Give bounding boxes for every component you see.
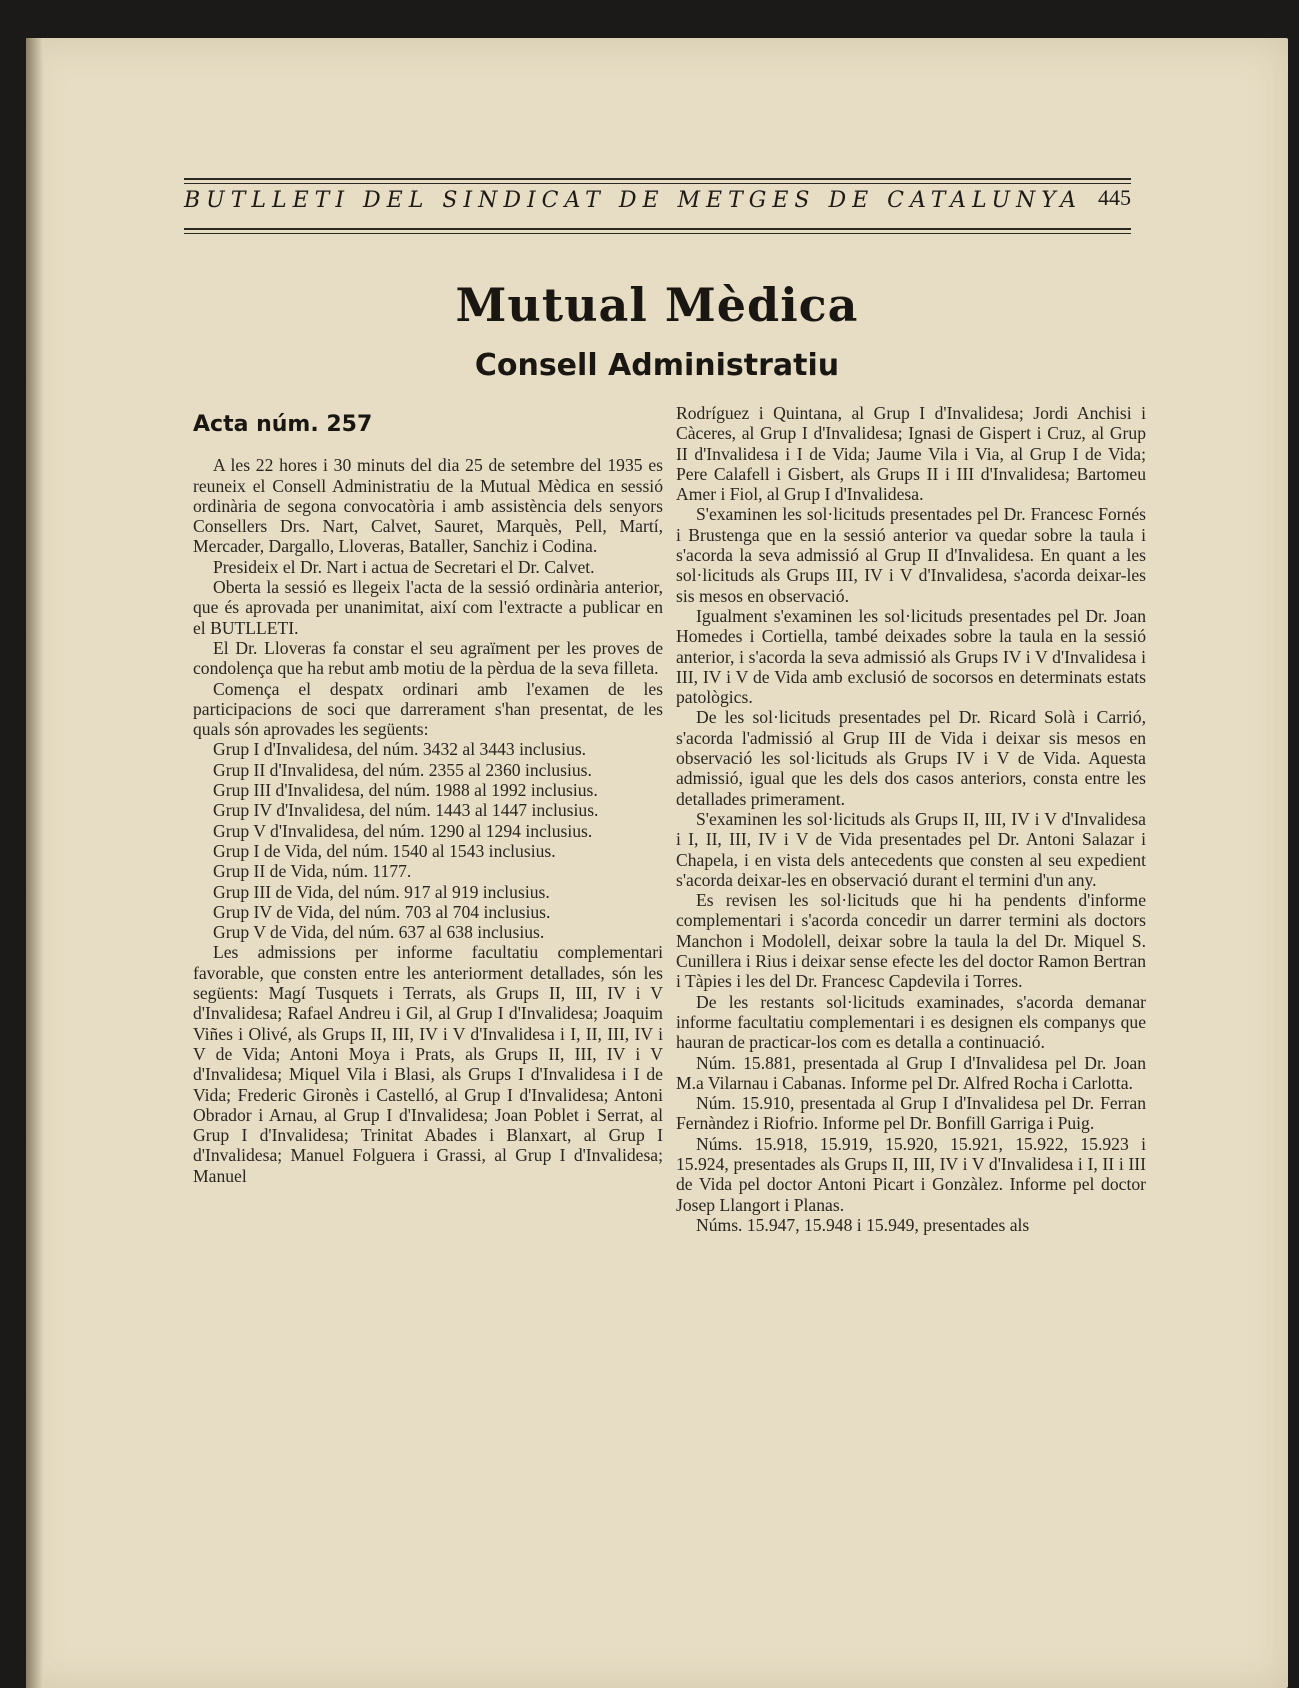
paragraph: Les admissions per informe facultatiu complementari favorable, que consten entre les anteriorment detallades, són les següents: Magí Tusquets i Terrats, als Grups II, III, IV i V d'Invalidesa; Rafael Andreu i Gil, al Grup I d'Invalidesa; Joaquim Viñes i Olivé, als Grups II, III, IV i V d'Invalidesa i I, II, III, IV i V de Vida; Antoni Moya i Prats, als Grups II, III, IV i V d'Invalidesa; Miquel Vila i Blasi, als Grups I d'Invalidesa i I de Vida; Frederic Gironès i Castelló, al Grup I d'Invalidesa; Antoni Obrador i Arnau, al Grup I d'Invalidesa; Joan Poblet i Serrat, al Grup I d'Invalidesa; Trinitat Abades i Blanxart, al Grup I d'Invalidesa; Manuel Folguera i Grassi, al Grup I d'Invalidesa; Manuel bbox=[193, 942, 663, 1186]
left-column bbox=[193, 403, 663, 1186]
paragraph: A les 22 hores i 30 minuts del dia 25 de setembre del 1935 es reuneix el Consell Administratiu de la Mutual Mèdica en sessió ordinària de segona convocatòria i amb assistència dels senyors Consellers Drs. Nart, Calvet, Sauret, Marquès, Pell, Martí, Mercader, Dargallo, Lloveras, Bataller, Sanchiz i Codina. bbox=[193, 455, 663, 557]
paragraph: Oberta la sessió es llegeix l'acta de la sessió ordinària anterior, que és aprovada per unanimitat, així com l'extracte a publicar en el BUTLLETI. bbox=[193, 577, 663, 638]
page-sheet bbox=[26, 38, 1288, 1688]
header-rule bbox=[184, 183, 1131, 184]
paragraph: Núms. 15.918, 15.919, 15.920, 15.921, 15.922, 15.923 i 15.924, presentades als Grups II, III, IV i V d'Invalidesa i I, II i III de Vida pel doctor Antoni Picart i Gonzàlez. Informe pel doctor Josep Llangort i Planas. bbox=[676, 1133, 1146, 1215]
paragraph: El Dr. Lloveras fa constar el seu agraïment per les proves de condolença que ha rebut amb motiu de la pèrdua de la seva filleta. bbox=[193, 637, 663, 679]
article-subtitle: Consell Administratiu bbox=[474, 348, 840, 383]
group-entry: Grup III de Vida, del núm. 917 al 919 inclusius. bbox=[213, 881, 550, 902]
paragraph: De les restants sol·licituds examinades, s'acorda demanar informe facultatiu complementari i es designen els companys que hauran de practicar-los com es detalla a continuació. bbox=[676, 991, 1146, 1053]
group-entry: Grup IV de Vida, del núm. 703 al 704 inclusius. bbox=[213, 901, 551, 922]
group-entry: Grup V d'Invalidesa, del núm. 1290 al 1294 inclusius. bbox=[213, 820, 593, 841]
paragraph: S'examinen les sol·licituds als Grups II, III, IV i V d'Invalidesa i I, II, III, IV i V de Vida presentades pel Dr. Antoni Salazar i Chapela, i en vista dels antecedents que consten al seu expedient s'acorda deixar-les en observació durant el termini d'un any. bbox=[676, 808, 1146, 890]
paragraph: Comença el despatx ordinari amb l'examen de les participacions de soci que darrerament s'han presentat, de les quals són aprovades les següents: bbox=[193, 678, 663, 740]
paragraph: Núm. 15.881, presentada al Grup I d'Invalidesa pel Dr. Joan M.a Vilarnau i Cabanas. Informe pel Dr. Alfred Rocha i Carlotta. bbox=[676, 1052, 1146, 1093]
group-entry: Grup I d'Invalidesa, del núm. 3432 al 3443 inclusius. bbox=[213, 739, 587, 760]
paragraph: S'examinen les sol·licituds presentades pel Dr. Francesc Fornés i Brustenga que en la sessió anterior va quedar sobre la taula i s'acorda la seva admissió al Grup II d'Invalidesa. En quant a les sol·licituds als Grups III, IV i V d'Invalidesa, s'acorda deixar-les sis mesos en observació. bbox=[676, 504, 1146, 606]
running-header bbox=[156, 143, 1131, 213]
header-rule bbox=[184, 228, 1131, 230]
page-number: 445 bbox=[1098, 185, 1131, 210]
paragraph: Presideix el Dr. Nart i actua de Secretari el Dr. Calvet. bbox=[213, 556, 595, 577]
paragraph: Núm. 15.910, presentada al Grup I d'Invalidesa pel Dr. Ferran Fernàndez i Riofrio. Informe pel Dr. Bonfill Garriga i Puig. bbox=[676, 1093, 1146, 1134]
section-heading: Acta núm. 257 bbox=[193, 412, 373, 437]
group-entry: Grup I de Vida, del núm. 1540 al 1543 inclusius. bbox=[213, 840, 556, 861]
paragraph: Es revisen les sol·licituds que hi ha pendents d'informe complementari i s'acorda concedir un darrer termini als doctors Manchon i Modolell, deixar sobre la taula la del Dr. Miquel S. Cunillera i Rius i deixar sense efecte les del doctor Ramon Bertran i Tàpies i les del Dr. Francesc Capdevila i Torres. bbox=[676, 890, 1146, 992]
group-entry: Grup III d'Invalidesa, del núm. 1988 al 1992 inclusius. bbox=[213, 780, 598, 801]
group-entry: Grup V de Vida, del núm. 637 al 638 inclusius. bbox=[213, 922, 545, 943]
group-entry: Grup II d'Invalidesa, del núm. 2355 al 2360 inclusius. bbox=[213, 759, 592, 780]
running-title: BUTLLETI DEL SINDICAT DE METGES DE CATALUNYA bbox=[184, 188, 1082, 213]
header-rule bbox=[184, 178, 1131, 180]
paragraph: Rodríguez i Quintana, al Grup I d'Invalidesa; Jordi Anchisi i Càceres, al Grup I d'Invalidesa; Ignasi de Gispert i Cruz, al Grup II d'Invalidesa i I de Vida; Jaume Vila i Via, al Grup I de Vida; Pere Calafell i Gisbert, als Grups II i III d'Invalidesa; Bartomeu Amer i Fiol, al Grup I d'Invalidesa. bbox=[676, 403, 1146, 505]
group-entry: Grup II de Vida, núm. 1177. bbox=[213, 861, 412, 882]
group-entry: Grup IV d'Invalidesa, del núm. 1443 al 1447 inclusius. bbox=[213, 800, 599, 821]
paragraph: De les sol·licituds presentades pel Dr. Ricard Solà i Carrió, s'acorda l'admissió al Grup III de Vida i deixar sis mesos en observació les sol·licituds als Grups IV i V de Vida. Aquesta admissió, igual que les dels dos casos anteriors, consta entre les detallades primerament. bbox=[676, 707, 1146, 809]
header-rule bbox=[184, 233, 1131, 234]
paragraph: Núms. 15.947, 15.948 i 15.949, presentades als bbox=[696, 1214, 1030, 1235]
right-column bbox=[676, 403, 1146, 1235]
paragraph: Igualment s'examinen les sol·licituds presentades pel Dr. Joan Homedes i Cortiella, també deixades sobre la taula en la sessió anterior, i s'acorda la seva admissió als Grups IV i V d'Invalidesa i III, IV i V de Vida amb exclusió de socorsos en determinats estats patològics. bbox=[676, 605, 1146, 708]
article-title: Mutual Mèdica bbox=[455, 278, 859, 332]
